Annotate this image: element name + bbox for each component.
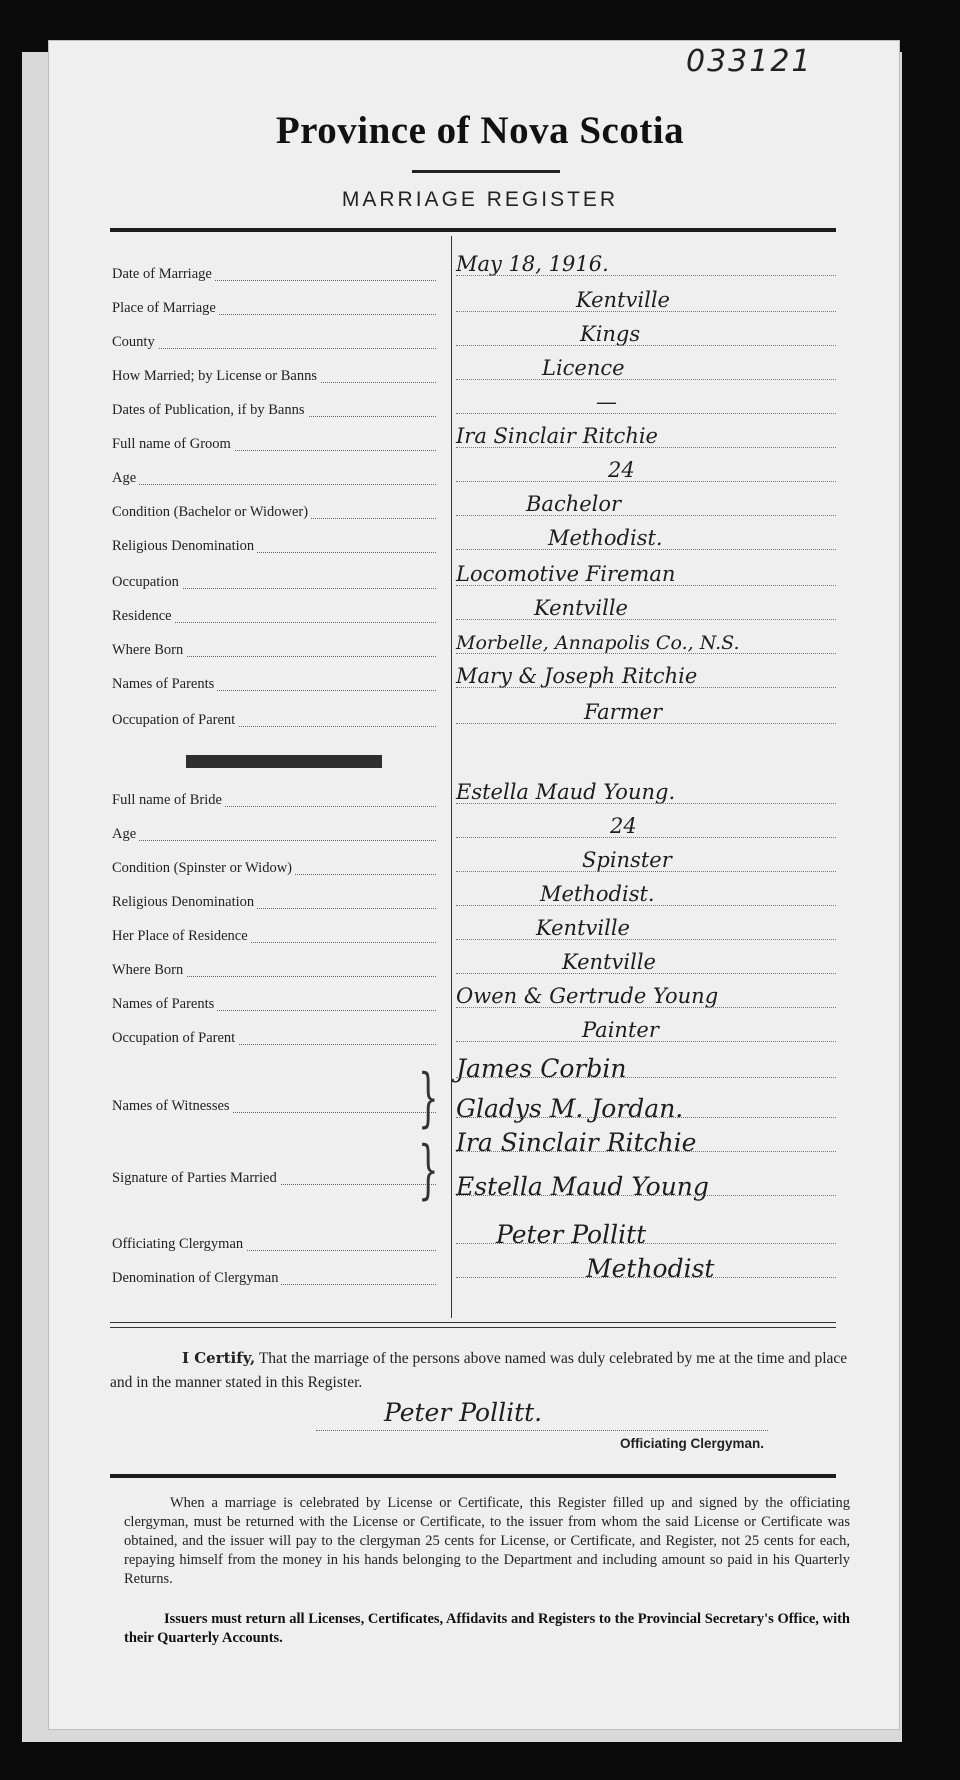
certify-text: That the marriage of the persons above named was duly celebrated by me at the time and place and in the manner stated in this Register. bbox=[110, 1350, 848, 1391]
column-divider bbox=[451, 236, 452, 1318]
field-value: Morbelle, Annapolis Co., N.S. bbox=[456, 630, 836, 654]
field-label: Names of Parents bbox=[112, 996, 442, 1016]
field-value: Painter bbox=[456, 1018, 836, 1042]
field-label: Place of Marriage bbox=[112, 300, 442, 320]
field-label: Her Place of Residence bbox=[112, 928, 442, 948]
field-label: Occupation of Parent bbox=[112, 712, 442, 732]
document-number: 033121 bbox=[686, 44, 813, 79]
witnesses-brace: } bbox=[418, 1061, 439, 1135]
field-label: Occupation bbox=[112, 574, 442, 594]
field-label: Where Born bbox=[112, 962, 442, 982]
parties-brace: } bbox=[418, 1133, 439, 1207]
certify-paragraph bbox=[110, 1346, 850, 1395]
field-label: Full name of Groom bbox=[112, 436, 442, 456]
field-value: Methodist bbox=[456, 1254, 836, 1278]
field-label: Occupation of Parent bbox=[112, 1030, 442, 1050]
field-value: Methodist. bbox=[456, 882, 836, 906]
notice-rule bbox=[110, 1474, 836, 1478]
field-value: Ira Sinclair Ritchie bbox=[456, 424, 836, 448]
field-value: Mary & Joseph Ritchie bbox=[456, 664, 836, 688]
field-value: Licence bbox=[456, 356, 836, 380]
field-label: How Married; by License or Banns bbox=[112, 368, 442, 388]
field-value: Kings bbox=[456, 322, 836, 346]
field-label: Residence bbox=[112, 608, 442, 628]
field-label: Full name of Bride bbox=[112, 792, 442, 812]
issuers-paragraph: Issuers must return all Licenses, Certificates, Affidavits and Registers to the Provincial Secretary's Office, with their Quarterly Accounts. bbox=[124, 1611, 850, 1646]
field-value: Bachelor bbox=[456, 492, 836, 516]
field-label: Officiating Clergyman bbox=[112, 1236, 442, 1256]
field-value: Spinster bbox=[456, 848, 836, 872]
witnesses-label: Names of Witnesses bbox=[112, 1098, 442, 1118]
witness-name: Gladys M. Jordan. bbox=[456, 1094, 836, 1118]
field-label: Condition (Bachelor or Widower) bbox=[112, 504, 442, 524]
title-rule bbox=[412, 170, 560, 173]
certify-rule-top bbox=[110, 1322, 836, 1323]
witness-name: James Corbin bbox=[456, 1054, 836, 1078]
field-label: Religious Denomination bbox=[112, 538, 442, 558]
field-value: 24 bbox=[456, 814, 836, 838]
field-label: Denomination of Clergyman bbox=[112, 1270, 442, 1290]
certify-heading: I Certify, bbox=[182, 1349, 256, 1367]
field-value: Kentville bbox=[456, 950, 836, 974]
field-value: Peter Pollitt bbox=[456, 1220, 836, 1244]
field-value: Owen & Gertrude Young bbox=[456, 984, 836, 1008]
field-value: Locomotive Fireman bbox=[456, 562, 836, 586]
groom-signature: Ira Sinclair Ritchie bbox=[456, 1128, 836, 1152]
field-value: Methodist. bbox=[456, 526, 836, 550]
field-value: Estella Maud Young. bbox=[456, 780, 836, 804]
field-label: Date of Marriage bbox=[112, 266, 442, 286]
field-value: 24 bbox=[456, 458, 836, 482]
certify-rule-bottom bbox=[110, 1327, 836, 1328]
certify-caption: Officiating Clergyman. bbox=[620, 1436, 765, 1451]
field-label: Where Born bbox=[112, 642, 442, 662]
notice-paragraph: When a marriage is celebrated by License or Certificate, this Register filled up and signed by the officiating clergyman, must be returned with the License or Certificate, to the issuer from whom the said License or Certificate was obtained, and the issuer will pay to the clergyman 25 cents for License, or Certificate, and Register, not 25 cents for each, repaying himself from the money in his hands belonging to the Department and including amount so paid in his Quarterly Returns. bbox=[124, 1495, 850, 1587]
bride-signature: Estella Maud Young bbox=[456, 1172, 836, 1196]
field-label: Condition (Spinster or Widow) bbox=[112, 860, 442, 880]
register-subtitle: MARRIAGE REGISTER bbox=[341, 188, 619, 211]
field-label: County bbox=[112, 334, 442, 354]
bride-section-bar bbox=[186, 755, 382, 768]
field-label: Dates of Publication, if by Banns bbox=[112, 402, 442, 422]
field-value: Farmer bbox=[456, 700, 836, 724]
field-value: Kentville bbox=[456, 288, 836, 312]
document-title: Province of Nova Scotia bbox=[275, 109, 685, 152]
field-label: Religious Denomination bbox=[112, 894, 442, 914]
parties-label: Signature of Parties Married bbox=[112, 1170, 442, 1190]
field-value: Kentville bbox=[456, 596, 836, 620]
field-value: — bbox=[456, 390, 836, 414]
field-label: Age bbox=[112, 470, 442, 490]
field-value: Kentville bbox=[456, 916, 836, 940]
header-rule bbox=[110, 228, 836, 232]
certify-signature: Peter Pollitt. bbox=[384, 1398, 543, 1427]
field-label: Age bbox=[112, 826, 442, 846]
field-value: May 18, 1916. bbox=[456, 252, 836, 276]
field-label: Names of Parents bbox=[112, 676, 442, 696]
